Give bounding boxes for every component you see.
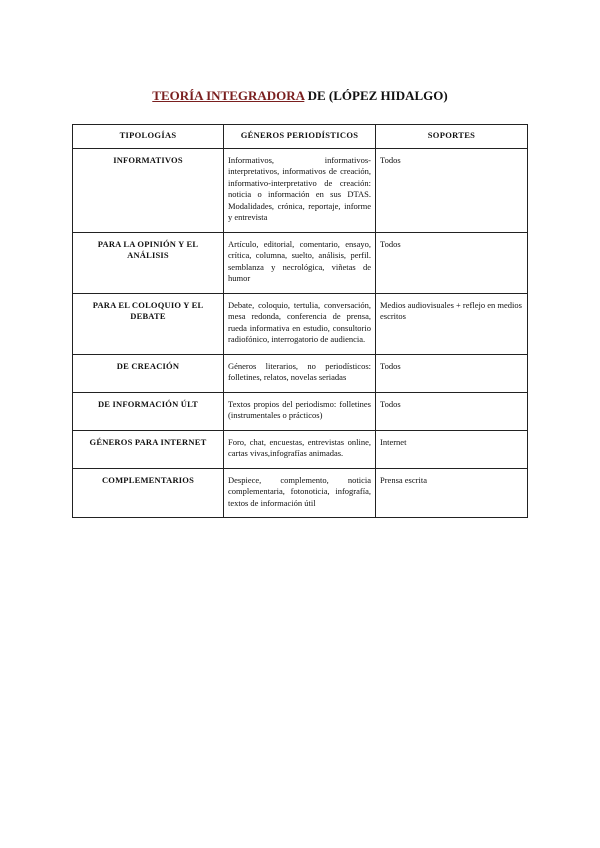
header-generos: GÉNEROS PERIODÍSTICOS [224,125,376,149]
title-underlined: TEORÍA INTEGRADORA [152,88,305,103]
cell-generos: Debate, coloquio, tertulia, conversación, mesa redonda, conferencia de prensa, rueda informativa en estudio, consultorio radiofónico, interrogatorio de audiencia. [224,293,376,354]
header-soportes: SOPORTES [376,125,528,149]
cell-soportes: Internet [376,430,528,468]
cell-soportes: Todos [376,354,528,392]
cell-generos: Artículo, editorial, comentario, ensayo, crítica, columna, suelto, análisis, perfil. semblanza y necrológica, viñetas de humor [224,232,376,293]
cell-generos: Géneros literarios, no periodísticos: folletines, relatos, novelas seriadas [224,354,376,392]
cell-soportes: Todos [376,232,528,293]
cell-soportes: Prensa escrita [376,468,528,518]
cell-tipologia: GÉNEROS PARA INTERNET [73,430,224,468]
cell-tipologia: DE INFORMACIÓN ÚLT [73,392,224,430]
table-row [73,392,528,430]
table-row [73,148,528,232]
cell-tipologia: PARA EL COLOQUIO Y EL DEBATE [73,293,224,354]
table-row [73,468,528,518]
cell-soportes: Medios audiovisuales + reflejo en medios escritos [376,293,528,354]
cell-tipologia: COMPLEMENTARIOS [73,468,224,518]
cell-tipologia: DE CREACIÓN [73,354,224,392]
cell-tipologia: PARA LA OPINIÓN Y EL ANÁLISIS [73,232,224,293]
header-tipologias: TIPOLOGÍAS [73,125,224,149]
cell-tipologia: INFORMATIVOS [73,148,224,232]
table-row [73,293,528,354]
table-row [73,232,528,293]
cell-generos: Textos propios del periodismo: folletines (instrumentales o prácticos) [224,392,376,430]
cell-generos: Despiece, complemento, noticia complementaria, fotonoticia, infografía, textos de información útil [224,468,376,518]
table-row [73,354,528,392]
table-row [73,430,528,468]
table-header-row [73,125,528,149]
title-rest: DE (LÓPEZ HIDALGO) [304,88,448,103]
cell-soportes: Todos [376,148,528,232]
page-title [0,88,600,104]
cell-generos: Informativos, informativos-interpretativos, informativos de creación, informativo-interpretativo de creación: noticia o información en sus DTAS. Modalidades, crónica, reportaje, informe y entrevista [224,148,376,232]
cell-soportes: Todos [376,392,528,430]
cell-generos: Foro, chat, encuestas, entrevistas online, cartas vivas,infografías animadas. [224,430,376,468]
typology-table [72,124,528,518]
